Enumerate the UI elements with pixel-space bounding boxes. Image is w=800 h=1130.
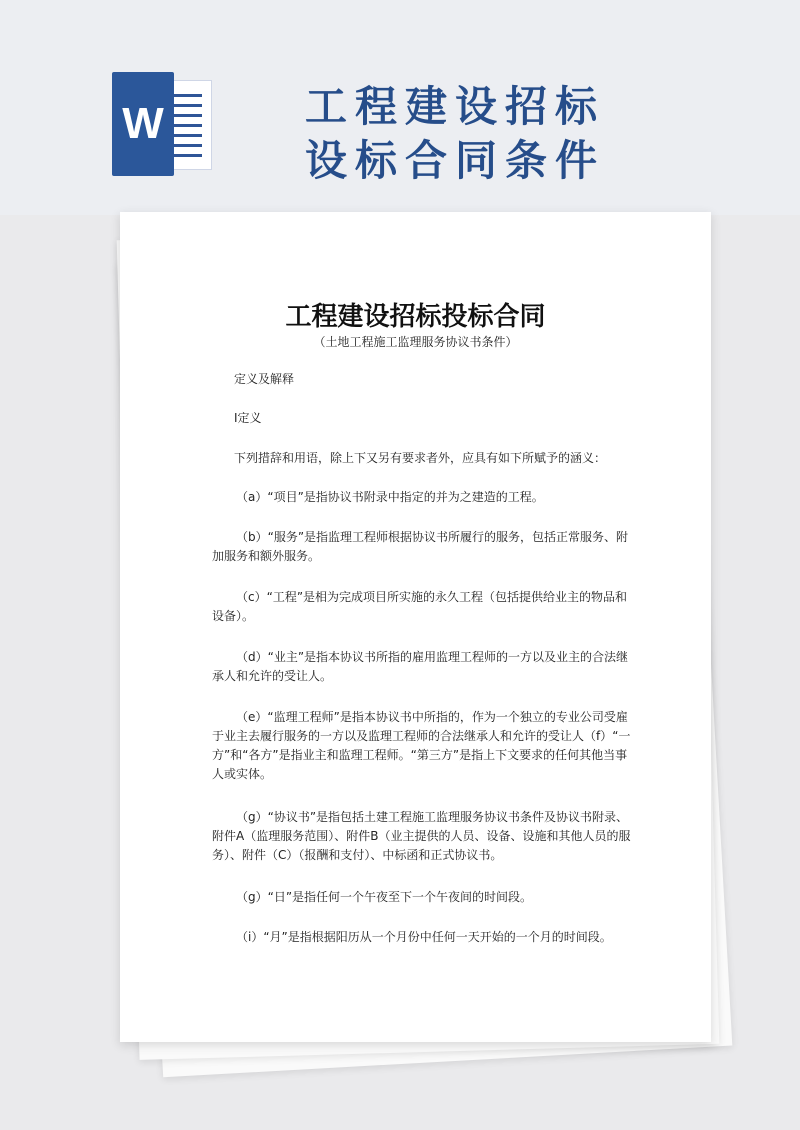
paragraph-text: （g）“日”是指任何一个午夜至下一个午夜间的时间段。 <box>236 890 533 904</box>
paragraph <box>212 588 632 626</box>
paragraph: I定义 <box>234 411 262 425</box>
paragraph <box>212 928 632 947</box>
paragraph <box>212 808 632 865</box>
paragraph <box>212 708 632 784</box>
paragraph-text: （g）“协议书”是指包括土建工程施工监理服务协议书条件及协议书附录、附件A（监理服务范围）、附件B（业主提供的人员、设备、设施和其他人员的服务）、附件（C）（报酬和支付）、中标函和正式协议书。 <box>212 810 631 862</box>
document-page <box>120 212 711 1042</box>
paragraph: 定义及解释 <box>234 372 295 386</box>
banner-title-line-1: 工程建设招标 <box>305 82 606 131</box>
paragraph <box>212 888 632 907</box>
banner-title-line-2: 设标合同条件 <box>305 136 606 185</box>
word-icon <box>112 72 212 176</box>
paragraph <box>212 488 632 507</box>
word-letter: W <box>112 72 174 176</box>
paragraph-text: （i）“月”是指根据阳历从一个月份中任何一天开始的一个月的时间段。 <box>236 930 612 944</box>
paragraph <box>212 528 632 566</box>
paragraph-text: （a）“项目”是指协议书附录中指定的并为之建造的工程。 <box>236 490 544 504</box>
paragraph <box>212 648 632 686</box>
paragraph-text: （b）“服务”是指监理工程师根据协议书所履行的服务，包括正常服务、附加服务和额外服务。 <box>212 530 629 563</box>
paragraph: 下列措辞和用语，除上下又另有要求者外，应具有如下所赋予的涵义： <box>234 451 607 465</box>
paragraph-text: （c）“工程”是相为完成项目所实施的永久工程（包括提供给业主的物品和设备）。 <box>212 590 628 623</box>
document-title: 工程建设招标投标合同 <box>285 302 546 332</box>
document-subtitle: （土地工程施工监理服务协议书条件） <box>313 335 518 349</box>
paragraph-text: （e）“监理工程师”是指本协议书中所指的，作为一个独立的专业公司受雇于业主去履行服务的一方以及监理工程师的合法继承人和允许的受让人（f）“一方”和“各方”是指业主和监理工程师。“第三方”是指上下文要求的任何其他当事人或实体。 <box>212 710 631 781</box>
paragraph-text: （d）“业主”是指本协议书所指的雇用监理工程师的一方以及业主的合法继承人和允许的受让人。 <box>212 650 629 683</box>
